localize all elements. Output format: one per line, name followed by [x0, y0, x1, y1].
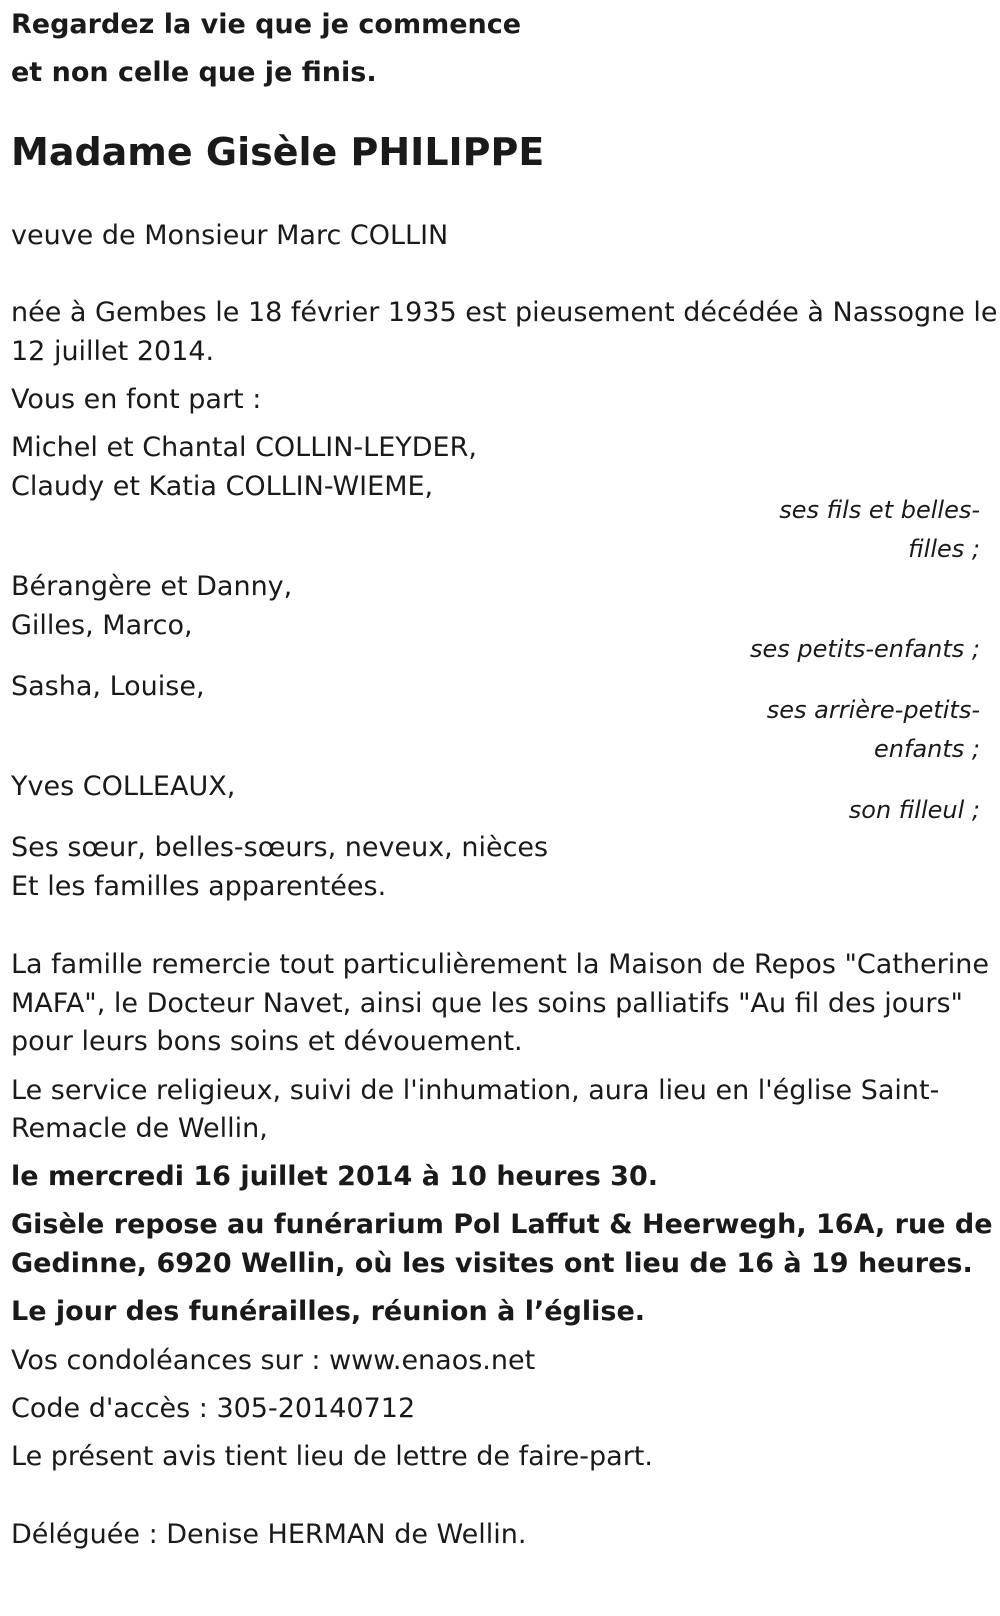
thanks-line-1: La famille remercie tout particulièrement la Maison de Repos "Catherine [11, 949, 989, 980]
condolences-line: Vos condoléances sur : www.enaos.net [11, 1345, 536, 1376]
funeral-day-line: Le jour des funérailles, réunion à l’église. [11, 1296, 646, 1327]
others-line-2: Et les familles apparentées. [11, 871, 387, 902]
delegate-line: Déléguée : Denise HERMAN de Wellin. [11, 1519, 527, 1550]
grandchildren-relation: ses petits-enfants ; [749, 635, 980, 663]
child-name: Claudy et Katia COLLIN-WIEME, [11, 471, 434, 502]
deceased-name: Madame Gisèle PHILIPPE [11, 130, 545, 174]
visitation-line-1: Gisèle repose au funérarium Pol Laffut & Heerwegh, 16A, rue de [11, 1209, 993, 1240]
grandchild-name: Gilles, Marco, [11, 610, 193, 641]
great-grandchildren-relation-line-2: enfants ; [874, 735, 980, 763]
service-line-1: Le service religieux, suivi de l'inhumation, aura lieu en l'église Saint- [11, 1075, 940, 1106]
godson-relation: son filleul ; [848, 796, 980, 824]
birth-death-line-1: née à Gembes le 18 février 1935 est pieusement décédée à Nassogne le [11, 297, 998, 328]
child-name: Michel et Chantal COLLIN-LEYDER, [11, 432, 477, 463]
children-relation-line-1: ses fils et belles- [779, 496, 980, 524]
service-date: le mercredi 16 juillet 2014 à 10 heures 30. [11, 1161, 658, 1192]
others-line-1: Ses sœur, belles-sœurs, neveux, nièces [11, 832, 549, 863]
grandchild-name: Bérangère et Danny, [11, 571, 293, 602]
great-grandchild-name: Sasha, Louise, [11, 671, 205, 702]
announce-line: Vous en font part : [11, 384, 262, 415]
epigraph-line-2: et non celle que je finis. [11, 57, 377, 88]
godson-name: Yves COLLEAUX, [11, 771, 236, 802]
thanks-line-2: MAFA", le Docteur Navet, ainsi que les soins palliatifs "Au fil des jours" [11, 988, 963, 1019]
service-line-2: Remacle de Wellin, [11, 1113, 268, 1144]
thanks-line-3: pour leurs bons soins et dévouement. [11, 1026, 523, 1057]
children-relation-line-2: filles ; [908, 535, 980, 563]
access-code-line: Code d'accès : 305-20140712 [11, 1393, 416, 1424]
visitation-line-2: Gedinne, 6920 Wellin, où les visites ont lieu de 16 à 19 heures. [11, 1248, 973, 1279]
great-grandchildren-relation-line-1: ses arrière-petits- [766, 696, 980, 724]
notice-line: Le présent avis tient lieu de lettre de faire-part. [11, 1441, 653, 1472]
spouse-line: veuve de Monsieur Marc COLLIN [11, 220, 449, 251]
birth-death-line-2: 12 juillet 2014. [11, 336, 215, 367]
epigraph-line-1: Regardez la vie que je commence [11, 9, 522, 40]
